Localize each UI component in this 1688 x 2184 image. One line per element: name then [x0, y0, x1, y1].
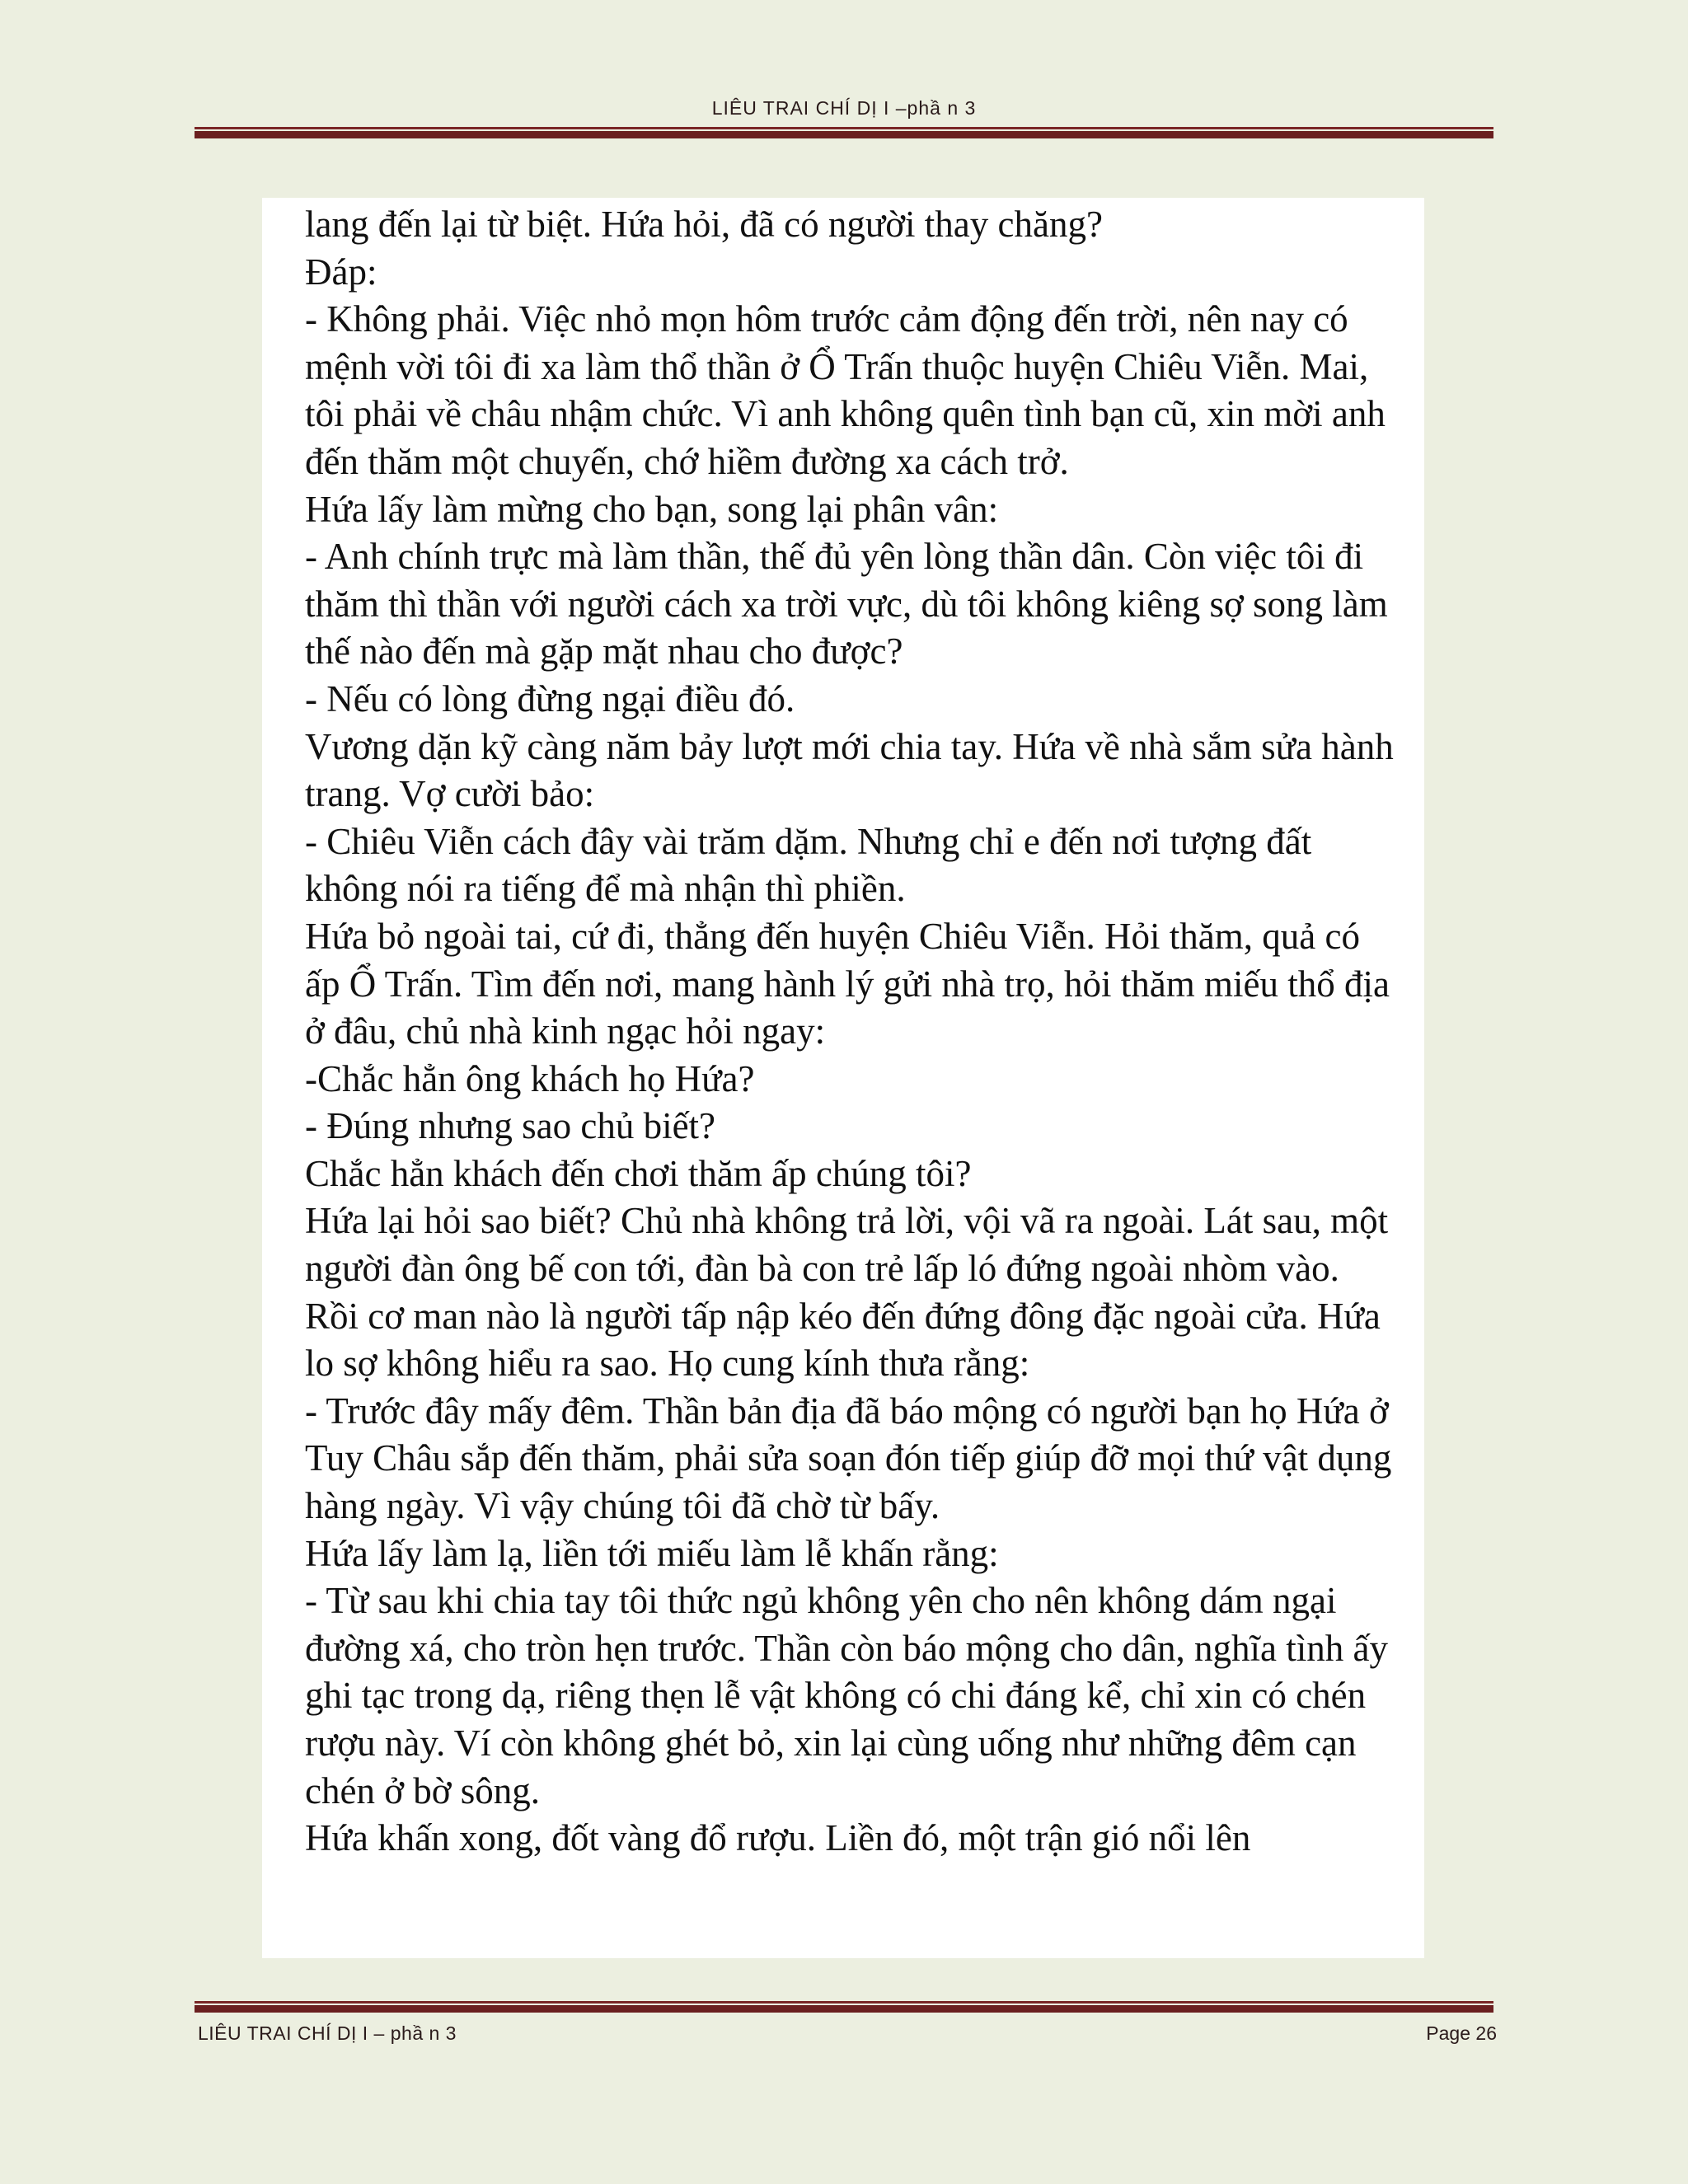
paragraph: Hứa lấy làm mừng cho bạn, song lại phân vân:	[305, 488, 999, 530]
paragraph: - Từ sau khi chia tay tôi thức ngủ không yên cho nên không dám ngại đường xá, cho tròn hẹn trước. Thần còn báo mộng cho dân, nghĩa tình ấy ghi tạc trong dạ, riêng thẹn lễ vật không có chi đáng kể, chỉ xin có chén rượu này. Ví còn không ghét bỏ, xin lại cùng uống như những đêm cạn chén ở bờ sông.	[305, 1580, 1388, 1811]
page-number: Page 26	[1426, 2022, 1497, 2044]
paragraph: Chắc hẳn khách đến chơi thăm ấp chúng tôi?	[305, 1152, 972, 1194]
footer-rule-thick	[195, 2005, 1493, 2013]
paragraph: Vương dặn kỹ càng năm bảy lượt mới chia tay. Hứa về nhà sắm sửa hành trang. Vợ cười bảo:	[305, 725, 1394, 815]
paragraph: lang đến lại từ biệt. Hứa hỏi, đã có người thay chăng?	[305, 204, 1103, 245]
paragraph: - Không phải. Việc nhỏ mọn hôm trước cảm động đến trời, nên nay có mệnh vời tôi đi xa làm thổ thần ở Ổ Trấn thuộc huyện Chiêu Viễn. Mai, tôi phải về châu nhậm chức. Vì anh không quên tình bạn cũ, xin mời anh đến thăm một chuyến, chớ hiềm đường xa cách trở.	[305, 298, 1386, 482]
paragraph: - Anh chính trực mà làm thần, thế đủ yên lòng thần dân. Còn việc tôi đi thăm thì thần với người cách xa trời vực, dù tôi không kiêng sợ song làm thế nào đến mà gặp mặt nhau cho được?	[305, 536, 1388, 673]
paragraph: Hứa lấy làm lạ, liền tới miếu làm lễ khấn rằng:	[305, 1532, 999, 1574]
paragraph: Hứa lại hỏi sao biết? Chủ nhà không trả lời, vội vã ra ngoài. Lát sau, một người đàn ông bế con tới, đàn bà con trẻ lấp ló đứng ngoài nhòm vào. Rồi cơ man nào là người tấp nập kéo đến đứng đông đặc ngoài cửa. Hứa lo sợ không hiểu ra sao. Họ cung kính thưa rằng:	[305, 1200, 1389, 1385]
paragraph: - Nếu có lòng đừng ngại điều đó.	[305, 677, 795, 719]
paragraph: - Đúng nhưng sao chủ biết?	[305, 1105, 716, 1147]
footer-rule-thin	[195, 2001, 1493, 2004]
paragraph: Đáp:	[305, 251, 377, 293]
header-rule-thin	[195, 127, 1493, 129]
running-footer-title: LIÊU TRAI CHÍ DỊ I – phầ n 3	[198, 2022, 457, 2044]
paragraph: - Chiêu Viễn cách đây vài trăm dặm. Nhưng chỉ e đến nơi tượng đất không nói ra tiếng để mà nhận thì phiền.	[305, 820, 1312, 910]
running-header-title: LIÊU TRAI CHÍ DỊ I –phầ n 3	[711, 97, 977, 119]
header-rule-thick	[195, 131, 1493, 138]
page-body	[262, 198, 1424, 1958]
paragraph: Hứa bỏ ngoài tai, cứ đi, thẳng đến huyện Chiêu Viễn. Hỏi thăm, quả có ấp Ổ Trấn. Tìm đến nơi, mang hành lý gửi nhà trọ, hỏi thăm miếu thổ địa ở đâu, chủ nhà kinh ngạc hỏi ngay:	[305, 915, 1390, 1052]
paragraph: Hứa khấn xong, đốt vàng đổ rượu. Liền đó, một trận gió nổi lên	[305, 1817, 1251, 1859]
paragraph: -Chắc hẳn ông khách họ Hứa?	[305, 1057, 755, 1099]
paragraph: - Trước đây mấy đêm. Thần bản địa đã báo mộng có người bạn họ Hứa ở Tuy Châu sắp đến thăm, phải sửa soạn đón tiếp giúp đỡ mọi thứ vật dụng hàng ngày. Vì vậy chúng tôi đã chờ từ bấy.	[305, 1390, 1392, 1527]
